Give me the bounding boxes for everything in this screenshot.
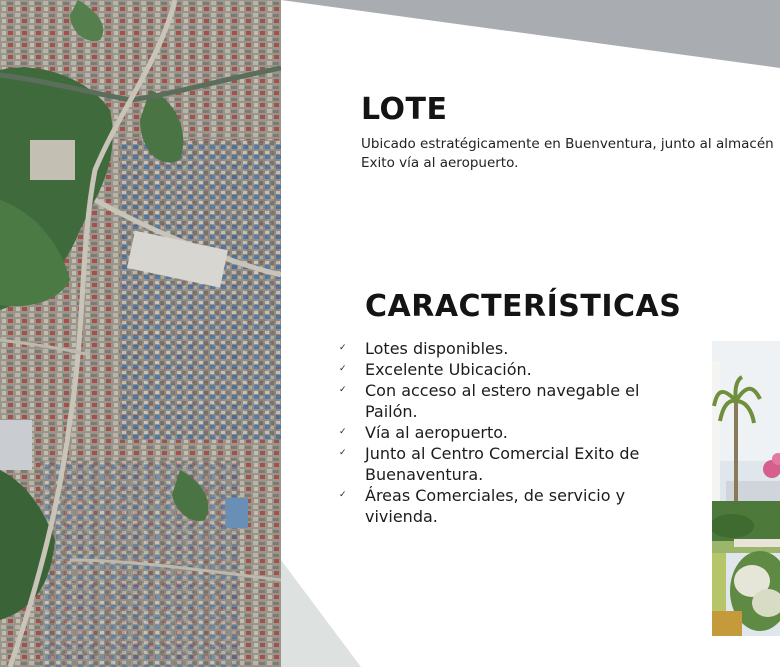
garden-render-photo [712, 341, 780, 636]
lote-description-line: Exito vía al aeropuerto. [361, 155, 519, 171]
check-icon: ✓ [339, 385, 347, 395]
list-item-text: Pailón. [365, 402, 418, 421]
lote-title: LOTE [361, 92, 448, 127]
aerial-satellite-photo [0, 0, 281, 667]
lote-description-line: Ubicado estratégicamente en Buenventura, junto al almacén [361, 136, 774, 152]
list-item [337, 443, 697, 485]
list-item [337, 422, 697, 443]
caracteristicas-title: CARACTERÍSTICAS [365, 289, 682, 324]
check-icon: ✓ [339, 448, 347, 458]
decorative-light-triangle [281, 560, 391, 667]
decorative-grey-band [281, 0, 780, 70]
list-item-text: Con acceso al estero navegable el [365, 381, 640, 400]
check-icon: ✓ [339, 490, 347, 500]
list-item-text: Lotes disponibles. [365, 339, 509, 358]
list-item [337, 359, 697, 380]
list-item-text: Excelente Ubicación. [365, 360, 532, 379]
list-item-text: vivienda. [365, 507, 438, 526]
list-item-text: Áreas Comerciales, de servicio y [365, 486, 626, 505]
check-icon: ✓ [339, 427, 347, 437]
list-item [337, 380, 697, 422]
list-item [337, 338, 697, 359]
check-icon: ✓ [339, 343, 347, 353]
list-item-text: Junto al Centro Comercial Exito de [365, 444, 640, 463]
lote-description [361, 135, 780, 173]
caracteristicas-list [337, 338, 697, 527]
list-item-text: Vía al aeropuerto. [365, 423, 508, 442]
list-item-text: Buenaventura. [365, 465, 484, 484]
check-icon: ✓ [339, 364, 347, 374]
list-item [337, 485, 697, 527]
